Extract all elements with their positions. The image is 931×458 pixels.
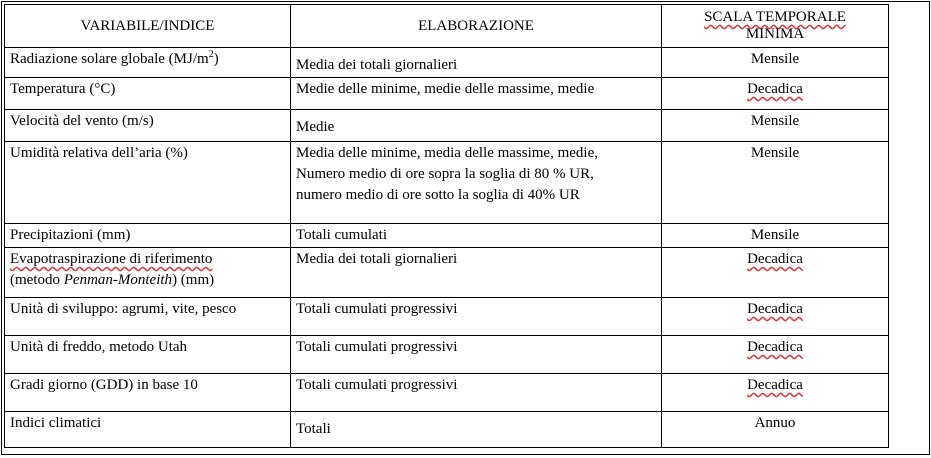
cell-scale: Mensile: [662, 224, 889, 248]
cell-scale: Mensile: [662, 48, 889, 78]
cell-variable: Unità di freddo, metodo Utah: [5, 336, 291, 374]
header-elaboration: ELABORAZIONE: [291, 5, 662, 48]
cell-elaboration: Medie: [291, 110, 662, 142]
table-row: [5, 412, 889, 448]
cell-variable: Radiazione solare globale $(MJ/m^2)$: [5, 48, 291, 78]
cell-variable: Velocità del vento (m/s): [5, 110, 291, 142]
cell-scale: Decadica: [662, 298, 889, 336]
variable-line: Evapotraspirazione di riferimento: [10, 251, 213, 267]
elaboration-line: numero medio di ore sotto la soglia di 40% UR: [296, 187, 580, 203]
cell-scale: Decadica: [662, 248, 889, 298]
cell-elaboration: Media dei totali giornalieri: [291, 248, 662, 298]
cell-variable: Temperatura (°C): [5, 78, 291, 110]
elaboration-line: Numero medio di ore sopra la soglia di 80 % UR,: [296, 166, 594, 182]
cell-variable: [5, 248, 291, 298]
table-row: [5, 224, 889, 248]
cell-scale: Decadica: [662, 336, 889, 374]
header-variable: VARIABILE/INDICE: [5, 5, 291, 48]
cell-scale: Mensile: [662, 142, 889, 224]
cell-variable: Precipitazioni (mm): [5, 224, 291, 248]
cell-elaboration: [291, 142, 662, 224]
cell-scale: Decadica: [662, 78, 889, 110]
table-row: [5, 248, 889, 298]
table-row: [5, 78, 889, 110]
table-row: [5, 142, 889, 224]
cell-variable: Gradi giorno (GDD) in base 10: [5, 374, 291, 412]
climate-variables-table: [4, 4, 889, 448]
cell-elaboration: Totali cumulati progressivi: [291, 298, 662, 336]
cell-elaboration: Medie delle minime, medie delle massime, medie: [291, 78, 662, 110]
cell-variable: Indici climatici: [5, 412, 291, 448]
cell-scale: Decadica: [662, 374, 889, 412]
cell-variable: Umidità relativa dell’aria (%): [5, 142, 291, 224]
cell-scale: Mensile: [662, 110, 889, 142]
cell-elaboration: Totali cumulati progressivi: [291, 374, 662, 412]
table-row: [5, 336, 889, 374]
cell-elaboration: Totali: [291, 412, 662, 448]
cell-elaboration: Totali cumulati: [291, 224, 662, 248]
variable-line: (metodo Penman-Monteith) (mm): [10, 272, 215, 288]
cell-variable: Unità di sviluppo: agrumi, vite, pesco: [5, 298, 291, 336]
header-scale-line2: MINIMA: [745, 26, 805, 42]
table-row: [5, 48, 889, 78]
header-scale-line1: SCALA TEMPORALE: [704, 9, 846, 25]
header-row: [5, 5, 889, 48]
cell-scale: Annuo: [662, 412, 889, 448]
header-scale: [662, 5, 889, 48]
elaboration-line: Media delle minime, media delle massime, medie,: [296, 145, 598, 161]
table-row: [5, 298, 889, 336]
table-row: [5, 110, 889, 142]
table-row: [5, 374, 889, 412]
cell-elaboration: Media dei totali giornalieri: [291, 48, 662, 78]
cell-elaboration: Totali cumulati progressivi: [291, 336, 662, 374]
